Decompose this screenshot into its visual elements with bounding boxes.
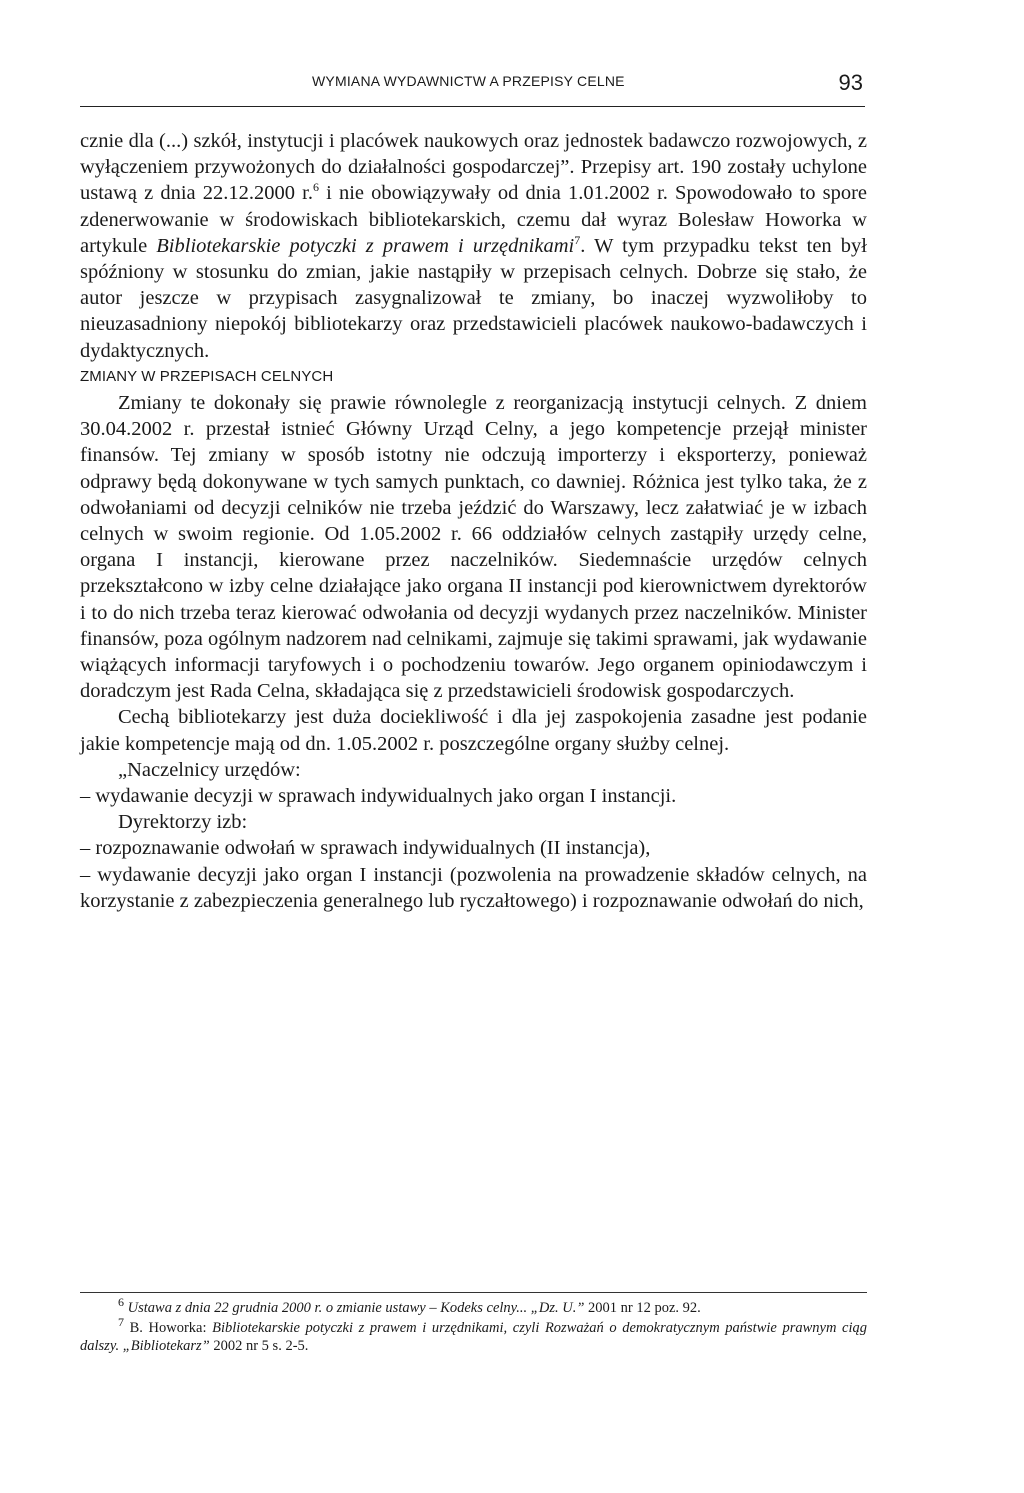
quote-heading: „Naczelnicy urzędów:: [118, 758, 301, 781]
footnotes: [80, 1292, 867, 1357]
page-header: [80, 60, 865, 107]
paragraph: Zmiany te dokonały się prawie równolegle z reorganizacją instytucji celnych. Z dniem 30.04.2002 r. przestał istnieć Główny Urząd Celny, a jego kompetencje przejął minister finansów. Tej zmiany w sposób istotny nie odczują importerzy i eksporterzy, ponieważ odprawy będą dokonywane w tych samych punktach, co dawniej. Różnica jest tylko taka, że z odwołaniami od decyzji celników nie trzeba jeździć do Warszawy, lecz załatwiać je w izbach celnych w swoim regionie. Od 1.05.2002 r. 66 oddziałów celnych zastąpiły urzędy celne, organa I instancji, kierowane przez naczelników. Siedemnaście urzędów celnych przekształcono w izby celne działające jako organa II instancji pod kierownictwem dyrektorów i to do nich trzeba teraz kierować odwołania od decyzji wydanych przez naczelników. Minister finansów, poza ogólnym nadzorem nad celnikami, zajmuje się takimi sprawami, jak wydawanie wiążących informacji taryfowych i o pochodzeniu towarów. Jego organem opiniodawczym i doradczym jest Rada Celna, składająca się z przedstawicieli środowisk gospodarczych.: [80, 392, 867, 703]
list-item: – wydawanie decyzji jako organ I instancji (pozwolenia na prowadzenie składów celnych, na korzystanie z zabezpieczenia generalnego lub ryczałtowego) i rozpoznawanie odwołań do nich,: [80, 863, 867, 912]
paragraph-continued: cznie dla (...) szkół, instytucji i placówek naukowych oraz jednostek badawczo rozwojowych, z wyłączeniem przywożonych do działalności gospodarczej”. Przepisy art. 190 zostały uchylone ustawą z dnia 22.12.2000 r.$^6$ i nie obowiązywały od dnia 1.01.2002 r. Spowodowało to spore zdenerwowanie w środowiskach bibliotekarskich, czemu dał wyraz Bolesław Howorka w artykule Bibliotekarskie potyczki z prawem i urzędnikami$^7$. W tym przypadku tekst ten był spóźniony w stosunku do zmian, jakie nastąpiły w przepisach celnych. Dobrze się stało, że autor jeszcze w przypisach zasygnalizował te zmiany, bo inaczej wyzwoliłoby to nieuzasadniony niepokój bibliotekarzy oraz przedstawicieli placówek naukowo-badawczych i dydaktycznych.: [80, 130, 868, 362]
running-title: WYMIANA WYDAWNICTW A PRZEPISY CELNE: [312, 73, 625, 89]
main-text: [80, 128, 867, 914]
quote-heading: Dyrektorzy izb:: [118, 811, 248, 834]
footnote-ref-6: 6: [312, 180, 319, 195]
paragraph: Cechą bibliotekarzy jest duża dociekliwość i dla jej zaspokojenia zasadne jest podanie jakie kompetencje mają od dn. 1.05.2002 r. poszczególne organy służby celnej.: [80, 706, 867, 755]
list-item: – rozpoznawanie odwołań w sprawach indywidualnych (II instancja),: [80, 837, 651, 860]
article-title: Bibliotekarskie potyczki z prawem i urzędnikami: [156, 234, 575, 257]
list-item: – wydawanie decyzji w sprawach indywidualnych jako organ I instancji.: [80, 785, 677, 808]
footnote-7: $^7$ B. Howorka: Bibliotekarskie potyczki z prawem i urzędnikami, czyli Rozważań o demokratycznym państwie prawnym ciąg dalszy. „Bibliotekarz” 2002 nr 5 s. 2-5.: [80, 1314, 867, 1354]
footnote-6: $^6$ Ustawa z dnia 22 grudnia 2000 r. o zmianie ustawy – Kodeks celny... „Dz. U.” 2001 nr 12 poz. 92.: [118, 1295, 701, 1316]
section-heading: ZMIANY W PRZEPISACH CELNYCH: [80, 367, 334, 385]
footnote-ref-7: 7: [574, 232, 581, 247]
page-number: 93: [838, 70, 863, 95]
